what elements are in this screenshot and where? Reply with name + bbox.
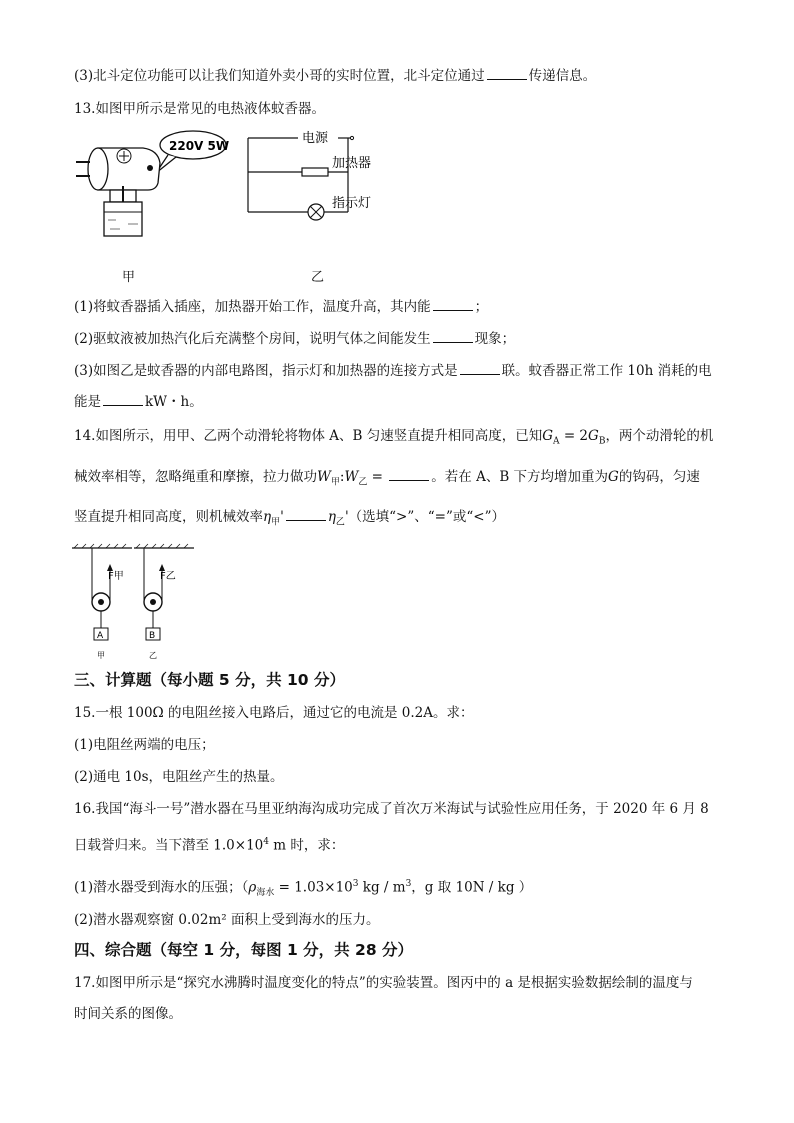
- force-a-label: F甲: [108, 571, 124, 582]
- q12-part3: (3)北斗定位功能可以让我们知道外卖小哥的实时位置，北斗定位通过 传递信息。: [74, 68, 597, 84]
- force-b-label: F乙: [160, 571, 176, 582]
- pulley-a-caption: 甲: [97, 651, 105, 660]
- rating-label: 220V 5W: [169, 139, 230, 153]
- q15-title: 15.一根 100Ω 的电阻丝接入电路后，通过它的电流是 0.2A。求：: [74, 705, 474, 721]
- q14-line3: 竖直提升相同高度，则机械效率$\eta_甲'$ $\eta_乙'$（选填“>”、“=”或“<”）: [74, 509, 506, 528]
- answer-blank[interactable]: [460, 362, 500, 375]
- q13-part1: (1)将蚊香器插入插座，加热器开始工作，温度升高，其内能 ；: [74, 299, 489, 315]
- answer-blank[interactable]: [103, 393, 143, 406]
- answer-blank[interactable]: [389, 468, 429, 481]
- figure-caption-a: 甲: [122, 270, 136, 285]
- q13-part3a: (3)如图乙是蚊香器的内部电路图，指示灯和加热器的连接方式是 联。蚊香器正常工作 10h 消耗的电: [74, 363, 712, 379]
- q16-line1: 16.我国“海斗一号”潜水器在马里亚纳海沟成功完成了首次万米海试与试验性应用任务，于 2020 年 6 月 8: [74, 801, 709, 817]
- q16-line2: 日载誉归来。当下潜至 $1.0\times 10^4$ m 时，求：: [74, 837, 345, 854]
- section-4-heading: 四、综合题（每空 1 分，每图 1 分，共 28 分）: [74, 941, 414, 959]
- q16-part1: (1)潜水器受到海水的压强；（$\rho_{海水} = 1.03\times 10^3$ kg / $m^3$，g 取 10N / kg ）: [74, 879, 533, 899]
- block-a-label: A: [97, 631, 104, 641]
- q15-part1: (1)电阻丝两端的电压；: [74, 737, 215, 753]
- pulley-a: [72, 544, 132, 660]
- pulley-b: [134, 544, 194, 660]
- answer-blank[interactable]: [433, 330, 473, 343]
- power-label: 电源: [302, 131, 329, 146]
- q17-line2: 时间关系的图像。: [74, 1006, 182, 1022]
- q17-line1: 17.如图甲所示是“探究水沸腾时温度变化的特点”的实验装置。图丙中的 a 是根据实验数据绘制的温度与: [74, 975, 693, 991]
- heater-label: 加热器: [332, 156, 372, 171]
- mosquito-repeller-figure: [68, 128, 238, 240]
- q13-part3b: 能是 kW・h。: [74, 394, 203, 410]
- q14-line1: 14.如图所示，用甲、乙两个动滑轮将物体 A、B 匀速竖直提升相同高度，已知$G_A = 2G_B$，两个动滑轮的机: [74, 428, 714, 447]
- figure-caption-b: 乙: [311, 270, 325, 285]
- lamp-label: 指示灯: [332, 196, 372, 211]
- answer-blank[interactable]: [433, 298, 473, 311]
- circuit-diagram: [240, 128, 390, 228]
- section-3-heading: 三、计算题（每小题 5 分，共 10 分）: [74, 671, 345, 689]
- q14-line2: 械效率相等，忽略绳重和摩擦，拉力做功$W_甲:W_乙$ = 。若在 A、B 下方均增加重为G的钩码，匀速: [74, 469, 700, 488]
- answer-blank[interactable]: [286, 508, 326, 521]
- q13-part2: (2)驱蚊液被加热汽化后充满整个房间，说明气体之间能发生 现象；: [74, 331, 516, 347]
- block-b-label: B: [149, 631, 156, 641]
- q16-part2: (2)潜水器观察窗 0.02m² 面积上受到海水的压力。: [74, 912, 380, 928]
- answer-blank[interactable]: [487, 67, 527, 80]
- pulley-b-caption: 乙: [149, 651, 157, 660]
- pulley-figure: [70, 540, 200, 662]
- heater-resistor: [302, 168, 328, 176]
- q15-part2: (2)通电 10s，电阻丝产生的热量。: [74, 769, 284, 785]
- q13-title: 13.如图甲所示是常见的电热液体蚊香器。: [74, 101, 325, 117]
